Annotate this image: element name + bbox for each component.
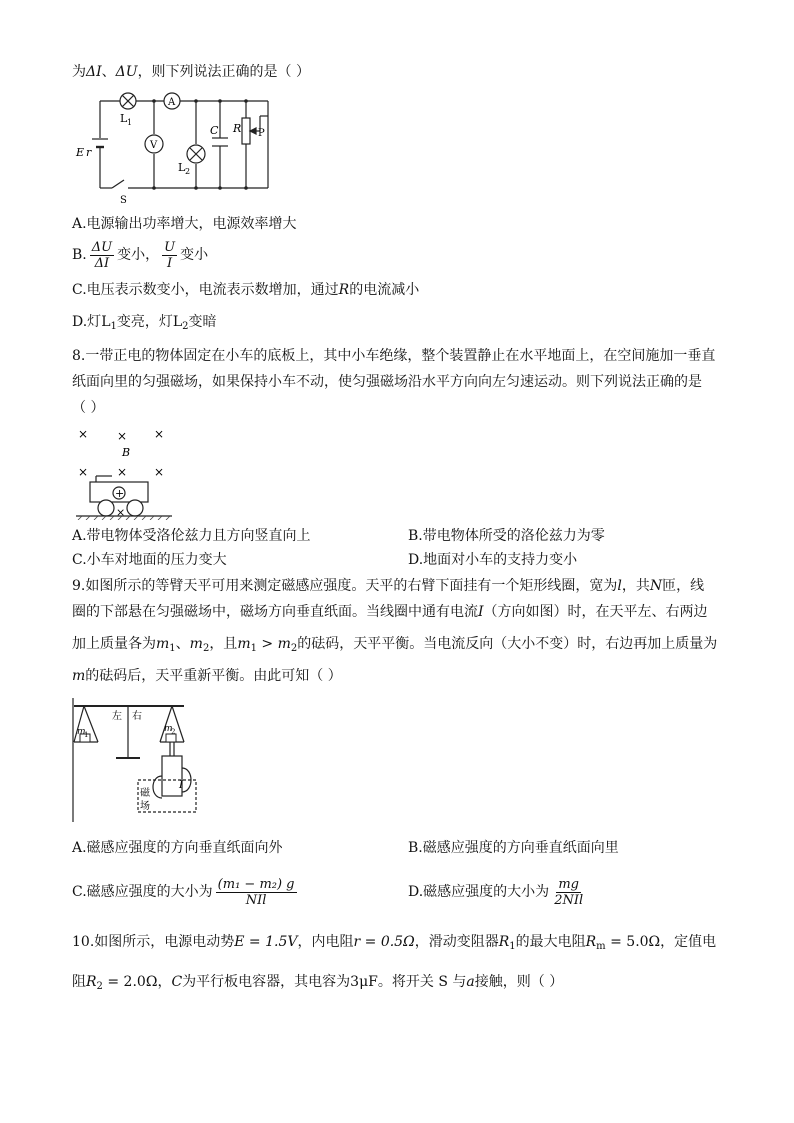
q7-intro: 为ΔI、ΔU，则下列说法正确的是（ ） — [72, 64, 311, 80]
q7-circuit-diagram — [72, 86, 282, 208]
lamp-L1-symbol — [120, 93, 136, 109]
q9-option-c-fraction: $\frac{\text{(m₁ − m₂) g}}{\text{NIl}}$ — [217, 876, 295, 908]
q8-option-d: D.地面对小车的支持力变小 — [408, 552, 578, 568]
svg-text:R: R — [233, 122, 242, 135]
svg-text:B: B — [122, 446, 131, 459]
q8-option-a: A.带电物体受洛伦兹力且方向竖直向上 — [72, 528, 311, 544]
svg-text:P: P — [258, 128, 265, 139]
svg-text:×: × — [117, 429, 128, 443]
svg-text:×: × — [154, 427, 165, 441]
svg-text:×: × — [117, 465, 128, 479]
svg-text:L: L — [120, 112, 128, 125]
q10-stem-line-2: 阻$R_2 = 2.0\Omega$，C为平行板电容器，其电容为3μF。将开关 S 与a接触，则（ ） — [72, 974, 564, 992]
q9-stem-line-1: 9.如图所示的等臂天平可用来测定磁感应强度。天平的右臂下面挂有一个矩形线圈，宽为l，共N匝，线 — [72, 578, 705, 594]
svg-text:左: 左 — [112, 711, 122, 722]
q9-stem-line-3: 加上质量各为$m_1$、$m_2$，且$m_1 > m_2$的砝码，天平平衡。当电流反向（大小不变）时，右边再加上质量为 — [72, 636, 718, 654]
svg-text:2: 2 — [171, 728, 176, 736]
q9-stem-line-4: m的砝码后，天平重新平衡。由此可知（ ） — [72, 668, 342, 684]
q9-stem-line-2: 圈的下部悬在匀强磁场中，磁场方向垂直纸面。当线圈中通有电流I（方向如图）时，在天平左、右两边 — [72, 604, 708, 620]
q8-option-b: B.带电物体所受的洛伦兹力为零 — [408, 528, 605, 544]
svg-text:场: 场 — [140, 801, 150, 812]
q7-option-c: C.电压表示数变小，电流表示数增加，通过R的电流减小 — [72, 282, 420, 298]
svg-text:r: r — [86, 146, 92, 159]
q7-option-b: B. $\frac{\Delta U}{\Delta I}$ 变小， $\frac{U}{I}$ 变小 — [72, 239, 209, 271]
svg-text:A: A — [168, 97, 176, 108]
lamp-L2-symbol — [187, 145, 205, 163]
q8-stem-line-2: 纸面向里的匀强磁场，如果保持小车不动，使匀强磁场沿水平方向向左匀速运动。则下列说法正确的是 — [72, 374, 702, 390]
q8-stem-line-3: （ ） — [72, 400, 105, 416]
svg-text:I: I — [179, 780, 183, 791]
q9-option-d-fraction: $\frac{mg}{\text{2NIl}}$ — [554, 876, 584, 908]
q7-option-b-fraction-1: $\frac{\Delta U}{\Delta I}$ — [91, 239, 113, 271]
svg-text:m: m — [164, 724, 173, 734]
svg-text:E: E — [76, 146, 85, 159]
svg-text:V: V — [150, 140, 158, 151]
q9-option-c: C.磁感应强度的大小为 $\frac{\text{(m₁ − m₂) g}}{\text{NIl}}$ — [72, 876, 295, 908]
q8-option-c: C.小车对地面的压力变大 — [72, 552, 227, 568]
q10-stem-line-1: 10.如图所示，电源电动势E = 1.5V，内电阻r = 0.5Ω，滑动变阻器$R_1$的最大电阻$R_m = 5.0\Omega$，定值电 — [72, 934, 717, 952]
svg-text:1: 1 — [127, 118, 133, 127]
svg-text:×: × — [154, 465, 165, 479]
svg-text:+: + — [115, 487, 125, 500]
q7-option-a: A.电源输出功率增大，电源效率增大 — [72, 216, 297, 232]
q7-option-d: D.灯$L_1$变亮，灯$L_2$变暗 — [72, 314, 217, 332]
svg-text:磁: 磁 — [140, 788, 150, 799]
q7-option-b-fraction-2: $\frac{U}{I}$ — [164, 239, 176, 271]
svg-text:×: × — [116, 506, 126, 519]
svg-text:m: m — [77, 727, 86, 737]
svg-text:S: S — [120, 195, 127, 206]
svg-text:右: 右 — [132, 711, 142, 722]
svg-text:C: C — [210, 124, 219, 137]
svg-text:×: × — [78, 465, 89, 479]
svg-text:×: × — [78, 427, 89, 441]
q8-cart-figure — [72, 424, 182, 520]
q9-option-b: B.磁感应强度的方向垂直纸面向里 — [408, 840, 619, 856]
q9-option-a: A.磁感应强度的方向垂直纸面向外 — [72, 840, 283, 856]
svg-text:2: 2 — [185, 167, 191, 176]
svg-text:1: 1 — [84, 731, 89, 739]
q9-option-d: D.磁感应强度的大小为 $\frac{mg}{\text{2NIl}}$ — [408, 876, 584, 908]
q8-stem-line-1: 8.一带正电的物体固定在小车的底板上，其中小车绝缘，整个装置静止在水平地面上，在空间施加一垂直 — [72, 348, 716, 364]
svg-text:L: L — [178, 161, 186, 174]
q9-balance-figure — [72, 698, 204, 824]
